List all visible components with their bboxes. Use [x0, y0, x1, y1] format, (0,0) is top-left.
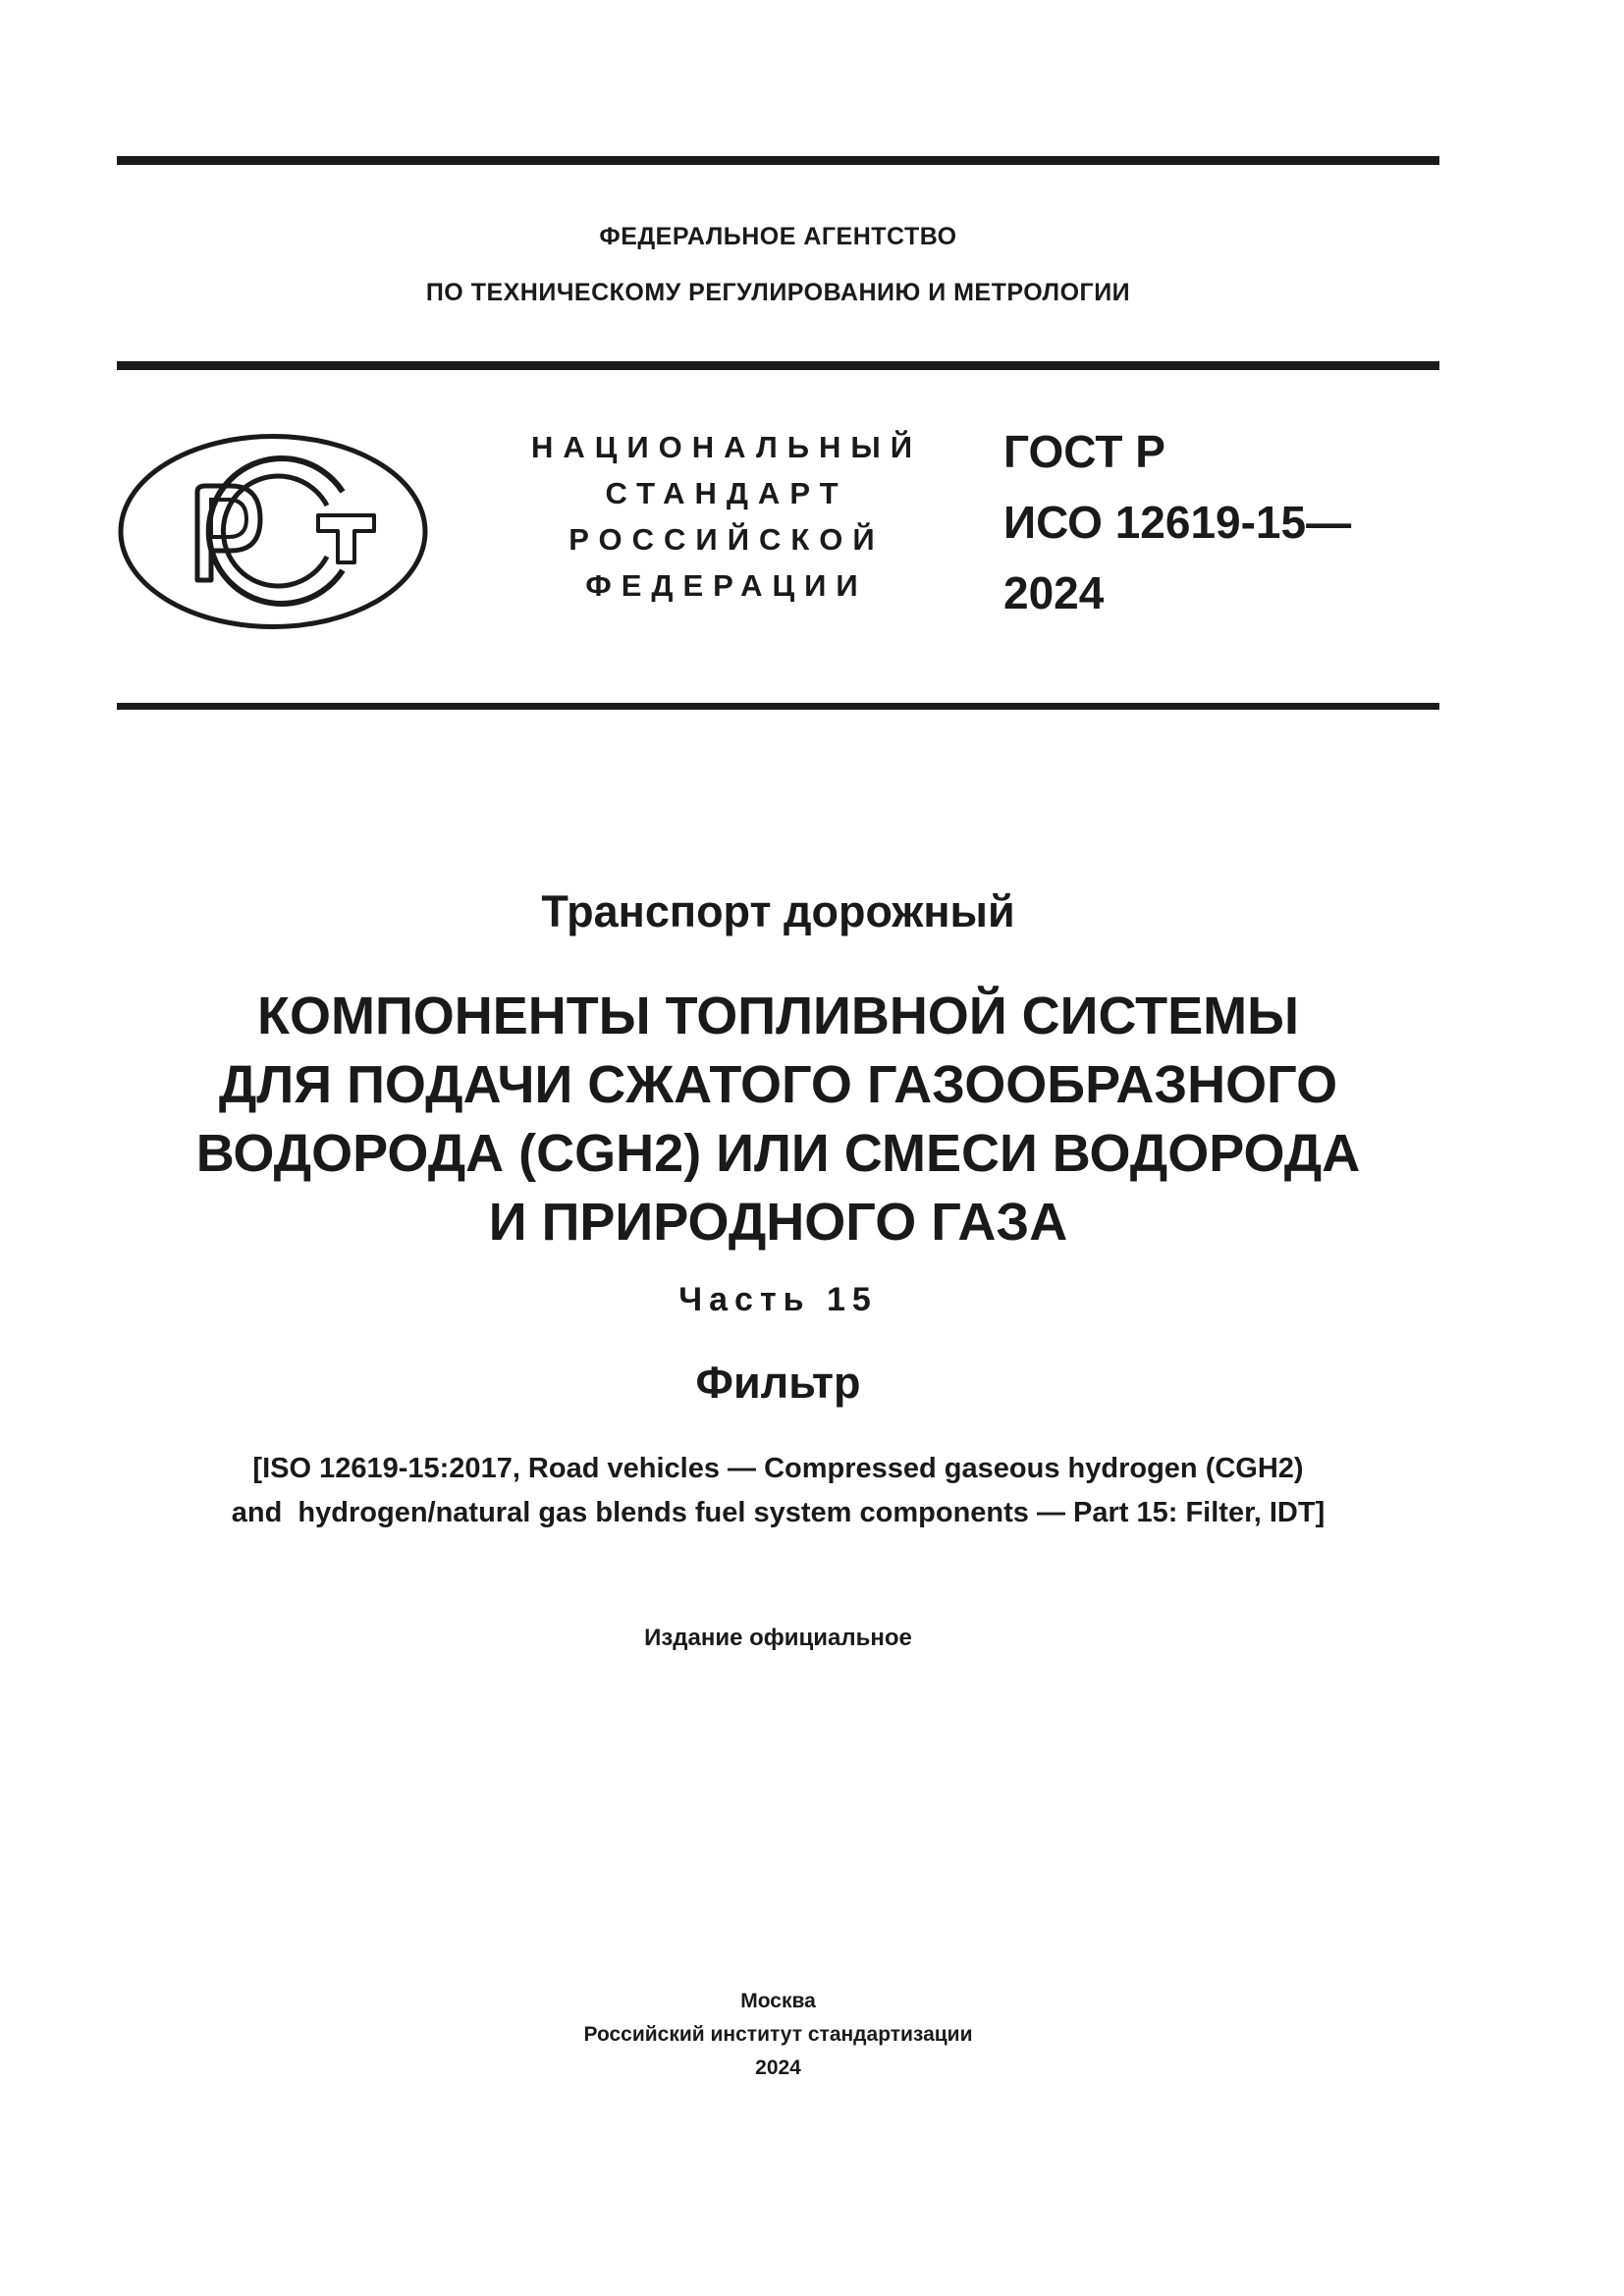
publisher-institute: Российский институт стандартизации — [583, 2023, 973, 2046]
agency-line-1: ФЕДЕРАЛЬНОЕ АГЕНТСТВО — [599, 223, 957, 250]
part-label: Часть 15 — [678, 1281, 878, 1318]
national-line: СТАНДАРТ — [605, 476, 848, 510]
iso-line: and hydrogen/natural gas blends fuel system components — Part 15: Filter, IDT] — [231, 1497, 1326, 1528]
iso-line: [ISO 12619-15:2017, Road vehicles — Compressed gaseous hydrogen (CGH2) — [252, 1453, 1304, 1484]
publisher-city: Москва — [740, 1990, 816, 2012]
gost-line: ГОСТ Р — [1003, 426, 1165, 477]
national-line: ФЕДЕРАЦИИ — [585, 568, 868, 603]
iso-reference — [117, 1447, 1439, 1535]
rst-logo-icon — [117, 433, 429, 630]
edition-label: Издание официальное — [644, 1625, 912, 1651]
agency-line-2: ПО ТЕХНИЧЕСКОМУ РЕГУЛИРОВАНИЮ И МЕТРОЛОГИИ — [425, 279, 1131, 306]
main-title-line: КОМПОНЕНТЫ ТОПЛИВНОЙ СИСТЕМЫ — [257, 987, 1299, 1045]
main-title-line: ВОДОРОДА (CGH2) ИЛИ СМЕСИ ВОДОРОДА — [195, 1124, 1361, 1183]
part-subtitle: Фильтр — [695, 1358, 861, 1408]
main-title-line: ДЛЯ ПОДАЧИ СЖАТОГО ГАЗООБРАЗНОГО — [218, 1055, 1338, 1114]
bottom-rule — [117, 703, 1439, 710]
main-title-line: И ПРИРОДНОГО ГАЗА — [488, 1193, 1068, 1252]
national-line: НАЦИОНАЛЬНЫЙ — [530, 430, 923, 464]
main-title — [117, 982, 1439, 1256]
standard-number — [1003, 416, 1351, 628]
gost-line: ИСО 12619-15— — [1003, 497, 1352, 548]
gost-line: 2024 — [1003, 567, 1105, 618]
publisher-year: 2024 — [755, 2056, 801, 2079]
publisher-block — [117, 1985, 1439, 2085]
national-line: РОССИЙСКОЙ — [568, 522, 885, 557]
category-title: Транспорт дорожный — [541, 886, 1015, 936]
middle-rule — [117, 361, 1439, 370]
national-standard-label — [511, 424, 943, 609]
top-rule — [117, 156, 1439, 165]
